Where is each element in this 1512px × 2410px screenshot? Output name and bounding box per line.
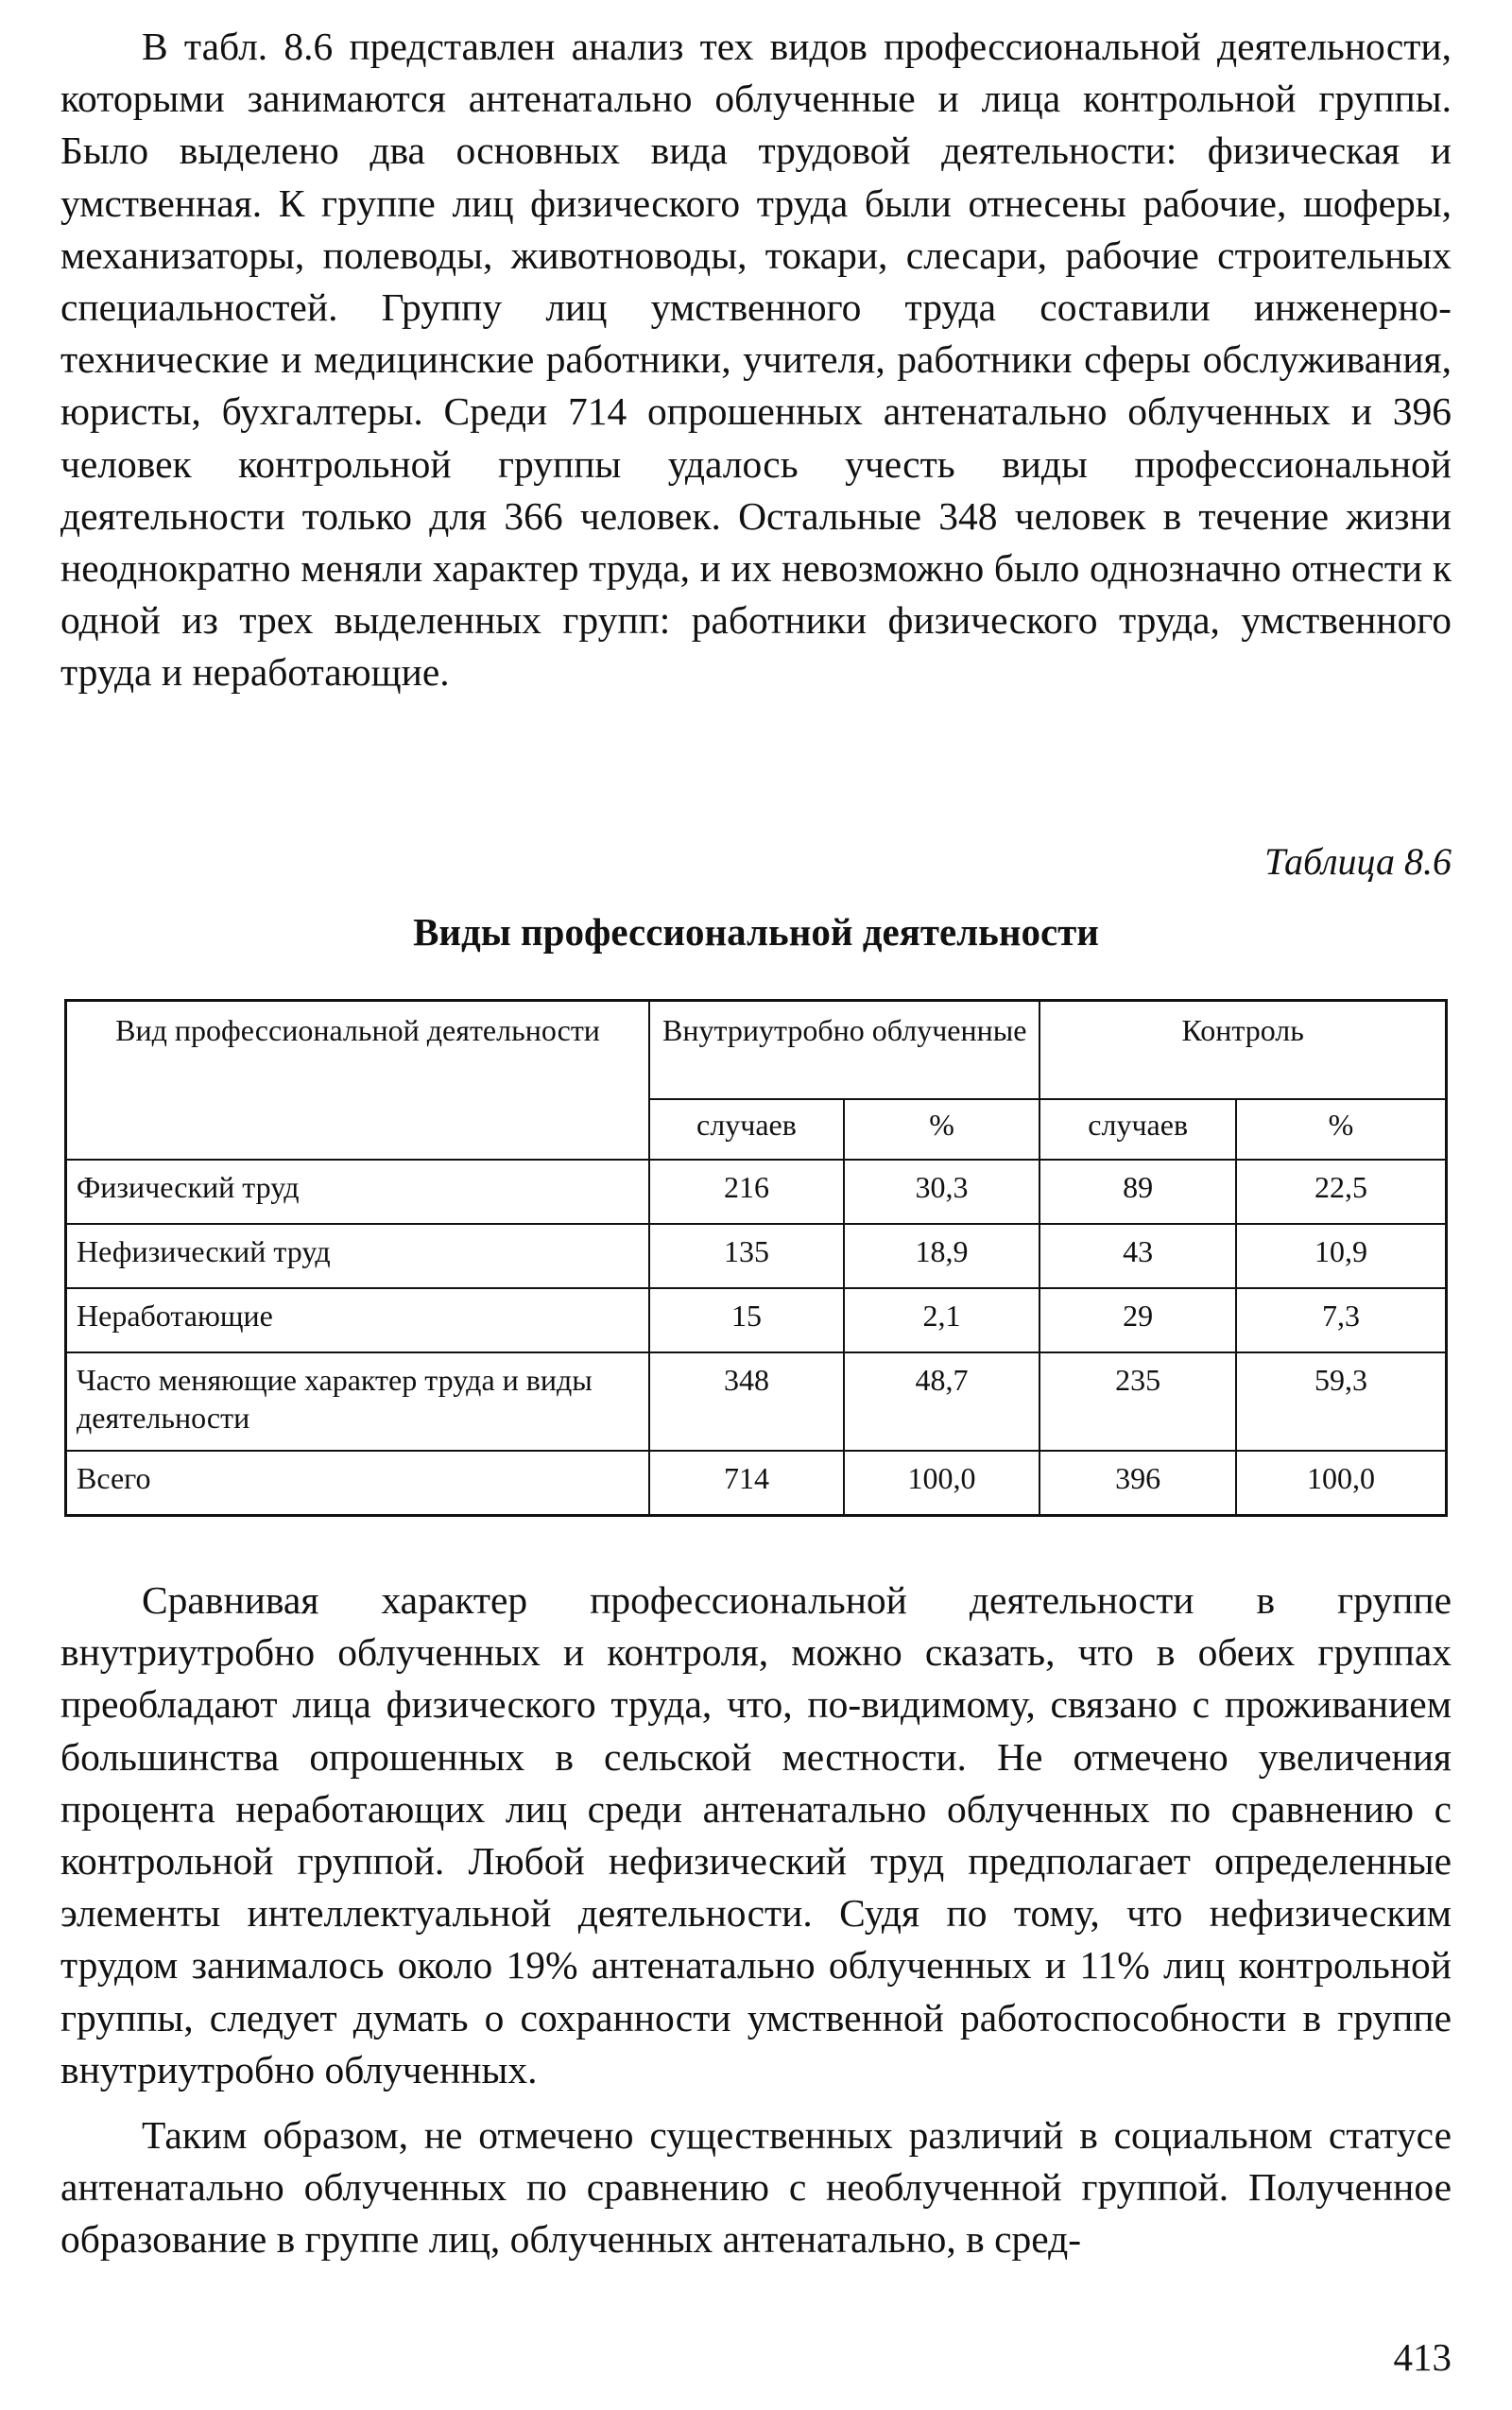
- header-activity: Вид профессиональной деятельности: [66, 1001, 650, 1161]
- control-percent-cell: 59,3: [1236, 1352, 1447, 1451]
- header-exposed-percent: %: [844, 1099, 1040, 1160]
- control-percent-cell: 22,5: [1236, 1160, 1447, 1224]
- row-name: Нефизический труд: [66, 1224, 650, 1288]
- table-row: [66, 1224, 1447, 1288]
- exposed-cases-cell: 216: [649, 1160, 844, 1224]
- paragraph-comparison: Сравнивая характер профессиональной деятельности в группе внутриутробно облученных и контроля, можно сказать, что в обеих группах преобладают лица физического труда, что, по-видимому, связано с проживанием большинства опрошенных в сельской местности. Не отмечено увеличения процента неработающих лиц среди антенатально облученных по сравнению с контрольной группой. Любой нефизический труд предполагает определенные элементы интеллектуальной деятельности. Судя по тому, что нефизическим трудом занималось около 19% антенатально облученных и 11% лиц контрольной группы, следует думать о сохранности умственной работоспособности в группе внутриутробно облученных.: [60, 1578, 1452, 2092]
- exposed-percent-cell: 2,1: [844, 1288, 1040, 1352]
- header-control-percent: %: [1236, 1099, 1447, 1160]
- exposed-cases-cell: 348: [649, 1352, 844, 1451]
- row-name: Неработающие: [66, 1288, 650, 1352]
- exposed-cases-cell: 15: [649, 1288, 844, 1352]
- table-label: Таблица 8.6: [1264, 840, 1452, 883]
- row-name: Часто меняющие характер труда и виды деятельности: [66, 1352, 650, 1451]
- row-name: Всего: [66, 1451, 650, 1516]
- paragraph-conclusion: Таким образом, не отмечено существенных различий в социальном статусе антенатально облученных по сравнению с необлученной группой. Полученное образование в группе лиц, облученных антенатально, в сред-: [60, 2113, 1452, 2262]
- control-percent-cell: 100,0: [1236, 1451, 1447, 1516]
- table-title: Виды профессиональной деятельности: [413, 910, 1099, 954]
- control-cases-cell: 29: [1040, 1288, 1236, 1352]
- table-row: [66, 1160, 1447, 1224]
- table-row: [66, 1352, 1447, 1451]
- paragraph-intro: В табл. 8.6 представлен анализ тех видов профессиональной деятельности, которыми занимаются антенатально облученные и лица контрольной группы. Было выделено два основных вида трудовой деятельности: физическая и умственная. К группе лиц физического труда были отнесены рабочие, шоферы, механизаторы, полеводы, животноводы, токари, слесари, рабочие строительных специальностей. Группу лиц умственного труда составили инженерно-технические и медицинские работники, учителя, работники сферы обслуживания, юристы, бухгалтеры. Среди 714 опрошенных антенатально облученных и 396 человек контрольной группы удалось учесть виды профессиональной деятельности только для 366 человек. Остальные 348 человек в течение жизни неоднократно меняли характер труда, и их невозможно было однозначно отнести к одной из трех выделенных групп: работники физического труда, умственного труда и неработающие.: [60, 25, 1452, 695]
- header-control-cases: случаев: [1040, 1099, 1236, 1160]
- table-row-total: [66, 1451, 1447, 1516]
- row-name: Физический труд: [66, 1160, 650, 1224]
- exposed-percent-cell: 18,9: [844, 1224, 1040, 1288]
- header-control-group: Контроль: [1040, 1001, 1446, 1100]
- control-cases-cell: 396: [1040, 1451, 1236, 1516]
- table-row: [66, 1288, 1447, 1352]
- control-percent-cell: 7,3: [1236, 1288, 1447, 1352]
- activity-table: [64, 999, 1448, 1517]
- exposed-percent-cell: 30,3: [844, 1160, 1040, 1224]
- exposed-percent-cell: 100,0: [844, 1451, 1040, 1516]
- header-exposed-group: Внутриутробно облученные: [649, 1001, 1040, 1100]
- page-number: 413: [1393, 2335, 1452, 2379]
- exposed-cases-cell: 135: [649, 1224, 844, 1288]
- exposed-cases-cell: 714: [649, 1451, 844, 1516]
- control-cases-cell: 43: [1040, 1224, 1236, 1288]
- exposed-percent-cell: 48,7: [844, 1352, 1040, 1451]
- control-percent-cell: 10,9: [1236, 1224, 1447, 1288]
- control-cases-cell: 89: [1040, 1160, 1236, 1224]
- control-cases-cell: 235: [1040, 1352, 1236, 1451]
- header-exposed-cases: случаев: [649, 1099, 844, 1160]
